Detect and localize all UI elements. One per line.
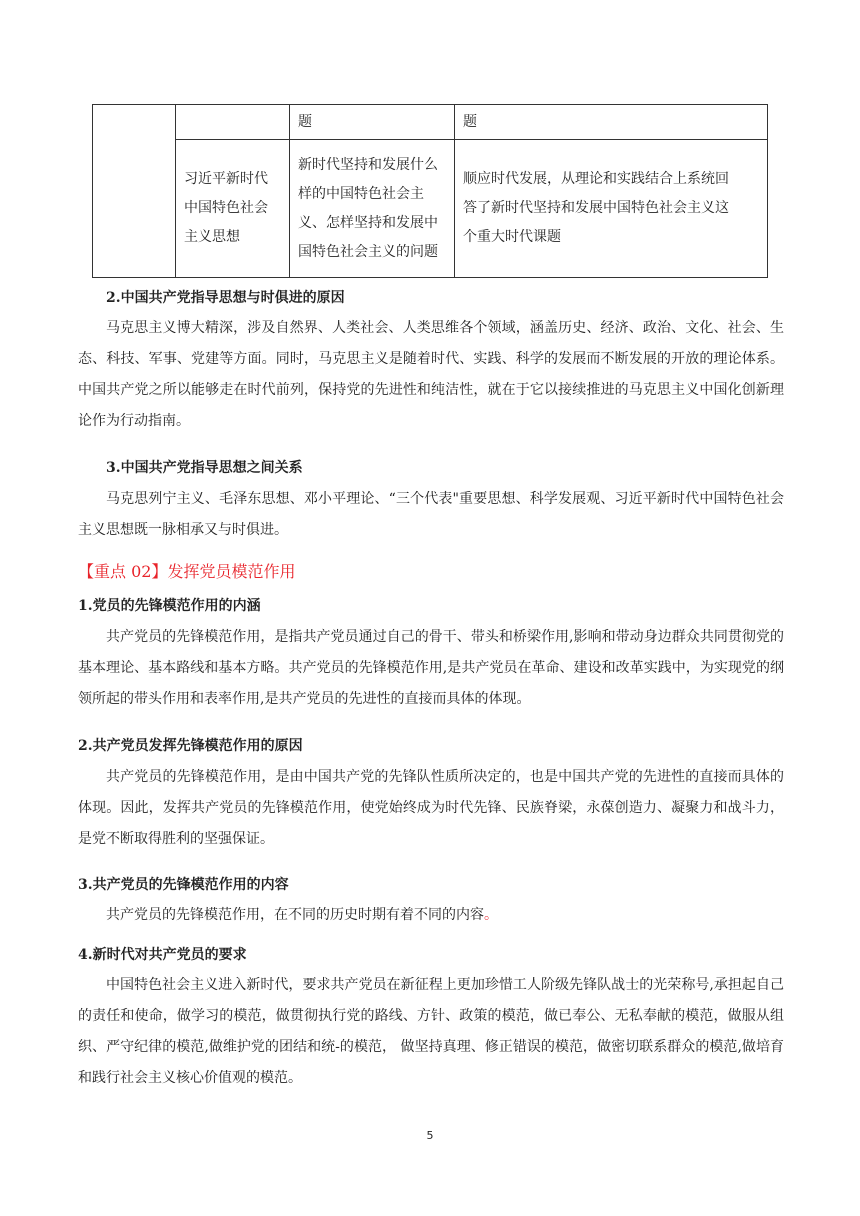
heading-s2: 2.共产党员发挥先锋模范作用的原因 — [78, 738, 303, 754]
paragraph-s3-tail: 。 — [484, 907, 498, 923]
table-cell: 新时代坚持和发展什么 样的中国特色社会主 义、怎样坚持和发展中 国特色社会主义的问题 — [290, 140, 455, 278]
paragraph-s2: 共产党员的先锋模范作用，是由中国共产党的先锋队性质所决定的，也是中国共产党的先进性的直接而具体的体现。因此，发挥共产党员的先锋模范作用，使党始终成为时代先锋、民族脊梁，永葆创造力、凝聚力和战斗力，是党不断取得胜利的坚强保证。 — [78, 769, 784, 847]
heading-s3: 3.共产党员的先锋模范作用的内容 — [78, 877, 289, 893]
paragraph-s3-text: 共产党员的先锋模范作用，在不同的历史时期有着不同的内容 — [106, 907, 484, 923]
paragraph-relationship: 马克思列宁主义、毛泽东思想、邓小平理论、“三个代表"重要思想、科学发展观、习近平新时代中国特色社会主义思想既一脉相承又与时俱进。 — [78, 491, 784, 538]
table-cell — [176, 105, 290, 140]
paragraph-reason: 马克思主义博大精深，涉及自然界、人类社会、人类思维各个领域，涵盖历史、经济、政治、文化、社会、生态、科技、军事、党建等方面。同时，马克思主义是随着时代、实践、科学的发展而不断发展的开放的理论体系。中国共产党之所以能够走在时代前列，保持党的先进性和纯洁性，就在于它以接续推进的马克思主义中国化创新理论作为行动指南。 — [78, 320, 784, 429]
table-row — [93, 105, 768, 140]
heading-3: 3.中国共产党指导思想之间关系 — [106, 460, 303, 476]
paragraph-s1: 共产党员的先锋模范作用，是指共产党员通过自己的骨干、带头和桥梁作用,影响和带动身边群众共同贯彻党的基本理论、基本路线和基本方略。共产党员的先锋模范作用,是共产党员在革命、建设和改革实践中，为实现党的纲领所起的带头作用和表率作用,是共产党员的先进性的直接而具体的体现。 — [78, 629, 784, 707]
ideology-table — [92, 104, 768, 278]
heading-s4: 4.新时代对共产党员的要求 — [78, 947, 247, 963]
heading-2: 2.中国共产党指导思想与时俱进的原因 — [106, 290, 345, 306]
section-title: 【重点 02】发挥党员模范作用 — [78, 562, 296, 581]
table-cell: 习近平新时代 中国特色社会 主义思想 — [176, 140, 290, 278]
table-row — [93, 140, 768, 278]
table-cell: 题 — [290, 105, 455, 140]
page-number: 5 — [426, 1129, 434, 1142]
heading-s1: 1.党员的先锋模范作用的内涵 — [78, 598, 261, 614]
table-cell: 题 — [455, 105, 768, 140]
table-cell — [93, 105, 176, 278]
paragraph-s4: 中国特色社会主义进入新时代，要求共产党员在新征程上更加珍惜工人阶级先锋队战士的光荣称号,承担起自己的责任和使命，做学习的模范，做贯彻执行党的路线、方针、政策的模范，做已奉公、无私奉献的模范，做服从组织、严守纪律的模范,做维护党的团结和统-的模范， 做坚持真理、修正错误的模范，做密切联系群众的模范,做培育和践行社会主义核心价值观的模范。 — [78, 977, 784, 1086]
table-cell: 顺应时代发展，从理论和实践结合上系统回 答了新时代坚持和发展中国特色社会主义这 个重大时代课题 — [455, 140, 768, 278]
paragraph-s3 — [78, 900, 784, 931]
